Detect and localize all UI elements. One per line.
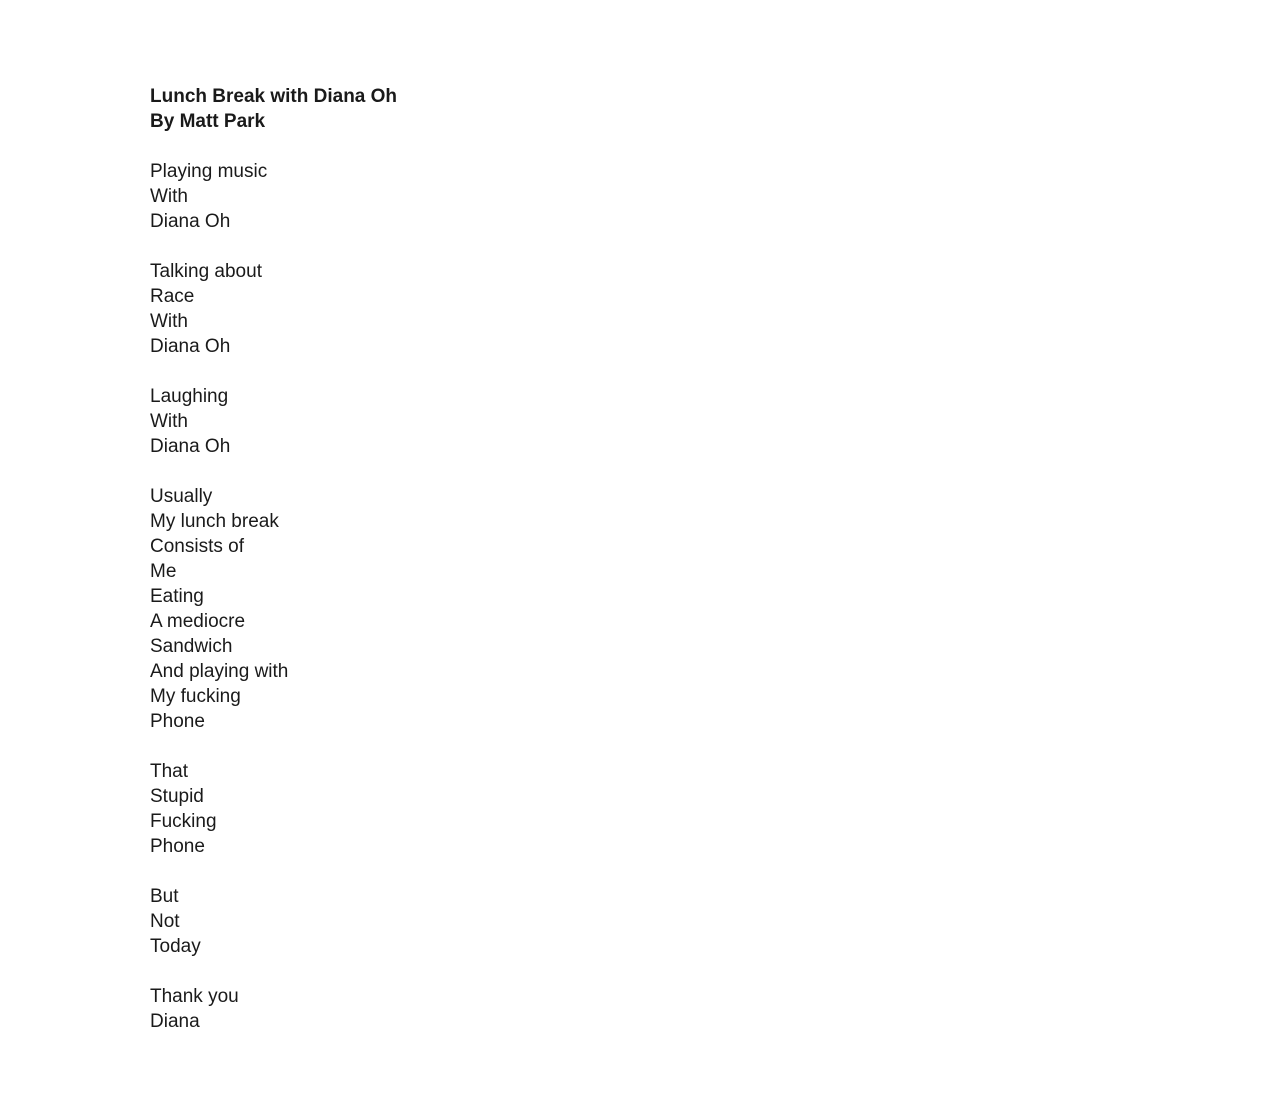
poem-line: Diana Oh [150, 336, 231, 357]
stanza-6 [150, 884, 850, 959]
poem-line: With [150, 311, 188, 332]
poem-line: Playing music [150, 161, 268, 182]
poem-line: Phone [150, 711, 205, 732]
poem-line: Phone [150, 836, 205, 857]
poem-line: Me [150, 561, 177, 582]
poem-line: Eating [150, 586, 204, 607]
poem-line: Laughing [150, 386, 229, 407]
poem-line: Thank you [150, 986, 239, 1007]
poem-title: Lunch Break with Diana Oh [150, 86, 398, 107]
poem-line: But [150, 886, 179, 907]
poem-line: With [150, 411, 188, 432]
poem-line: And playing with [150, 661, 289, 682]
stanza-1 [150, 159, 850, 234]
poem-line: Diana Oh [150, 436, 231, 457]
stanza-4 [150, 484, 850, 734]
poem-line: That [150, 761, 189, 782]
stanza-7 [150, 984, 850, 1034]
poem-line: With [150, 186, 188, 207]
poem-line: A mediocre [150, 611, 246, 632]
stanza-3 [150, 384, 850, 459]
poem-line: Race [150, 286, 195, 307]
poem-document [150, 84, 850, 1034]
poem-line: Not [150, 911, 180, 932]
poem-line: Fucking [150, 811, 217, 832]
poem-line: Consists of [150, 536, 244, 557]
poem-line: Today [150, 936, 201, 957]
poem-line: Stupid [150, 786, 204, 807]
poem-line: My fucking [150, 686, 241, 707]
poem-line: Diana Oh [150, 211, 231, 232]
poem-line: Usually [150, 486, 213, 507]
poem-byline: By Matt Park [150, 111, 266, 132]
poem-line: Talking about [150, 261, 262, 282]
poem-line: My lunch break [150, 511, 279, 532]
stanza-2 [150, 259, 850, 359]
stanza-5 [150, 759, 850, 859]
poem-header [150, 84, 850, 134]
poem-line: Sandwich [150, 636, 233, 657]
poem-line: Diana [150, 1011, 200, 1032]
